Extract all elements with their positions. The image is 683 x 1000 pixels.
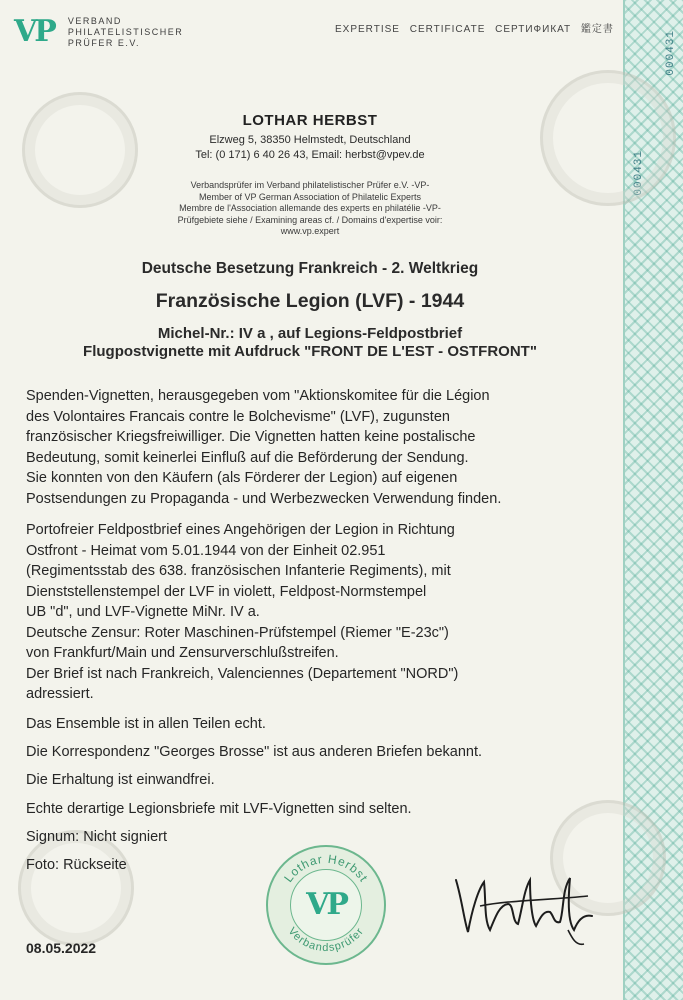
serial-number: 000431 [665,30,677,76]
stamp-bottom-text: Verbandsprüfer [285,925,367,955]
statement-ensemble: Das Ensemble ist in allen Teilen echt. [26,716,266,732]
description-paragraph-2: Portofreier Feldpostbrief eines Angehörigen der Legion in Richtung Ostfront - Heimat vom 5.01.1944 von der Einheit 02.951 (Regimentsstab des 638. französischen Infanterie Regiments), mit Dienststellenstempel der LVF in violett, Feldpost-Normstempel UB "d", und LVF-Vignette MiNr. IV a. Deutsche Zensur: Roter Maschinen-Prüfstempel (Riemer "E-23c") von Frankfurt/Main und Zensurverschlußstreifen. Der Brief ist nach Frankreich, Valenciennes (Departement "NORD") adressiert. [26,522,459,702]
expert-name: LOTHAR HERBST [242,112,378,129]
membership-block: Verbandsprüfer im Verband philatelistischer Prüfer e.V. -VP- Member of VP German Association of Philatelic Experts Membre de l'Association allemande des experts en philatélie -VP- Prüfgebiete siehe / Examining areas cf. / Domains d'expertise voir: www.vp.expert [177,180,443,236]
statement-foto: Foto: Rückseite [26,857,127,873]
handwritten-signature [450,860,600,950]
stamp-top-text: Lothar Herbst [281,851,371,885]
statement-condition: Die Erhaltung ist einwandfrei. [26,772,215,788]
expert-address-block [0,133,620,163]
vp-logo-block [14,16,183,49]
expert-contact: Tel: (0 171) 6 40 26 43, Email: herbst@vpev.de [195,149,425,161]
stamp-logo: VP [306,887,346,922]
description-paragraph-1: Spenden-Vignetten, herausgegeben vom "Aktionskomitee für die Légion des Volontaires Francais contre le Bolchevisme" (LVF), zugunsten französischer Kriegsfreiwilliger. Die Vignetten hatten keine postalische Bedeutung, somit keinerlei Einfluß auf die Beförderung der Sendung. Sie konnten von den Käufern (als Förderer der Legion) auf eigenen Postsendungen zu Propaganda - und Werbezwecken Verwendung finden. [26,388,502,507]
serial-number-secondary: 000431 [633,150,645,196]
statement-correspondence: Die Korrespondenz "Georges Brosse" ist aus anderen Briefen bekannt. [26,744,483,760]
certificate-labels: EXPERTISE CERTIFICATE СЕРТИФИКАТ 鑑定書 [335,24,614,35]
certificate-date: 08.05.2022 [26,940,97,956]
subject-title: Französische Legion (LVF) - 1944 [155,290,465,312]
expert-stamp [266,845,386,965]
embossed-seal-bottom-left [18,830,134,946]
association-name: VERBAND PHILATELISTISCHER PRÜFER E.V. [67,16,184,48]
statement-rarity: Echte derartige Legionsbriefe mit LVF-Vignetten sind selten. [26,801,412,817]
vp-logo: VP [14,14,54,49]
catalogue-info: Michel-Nr.: IV a , auf Legions-Feldpostbrief Flugpostvignette mit Aufdruck "FRONT DE L'EST - OSTFRONT" [83,325,537,360]
subject-heading: Deutsche Besetzung Frankreich - 2. Weltkrieg [141,260,479,277]
expert-address: Elzweg 5, 38350 Helmstedt, Deutschland [209,134,411,146]
statement-signum: Signum: Nicht signiert [26,829,168,845]
